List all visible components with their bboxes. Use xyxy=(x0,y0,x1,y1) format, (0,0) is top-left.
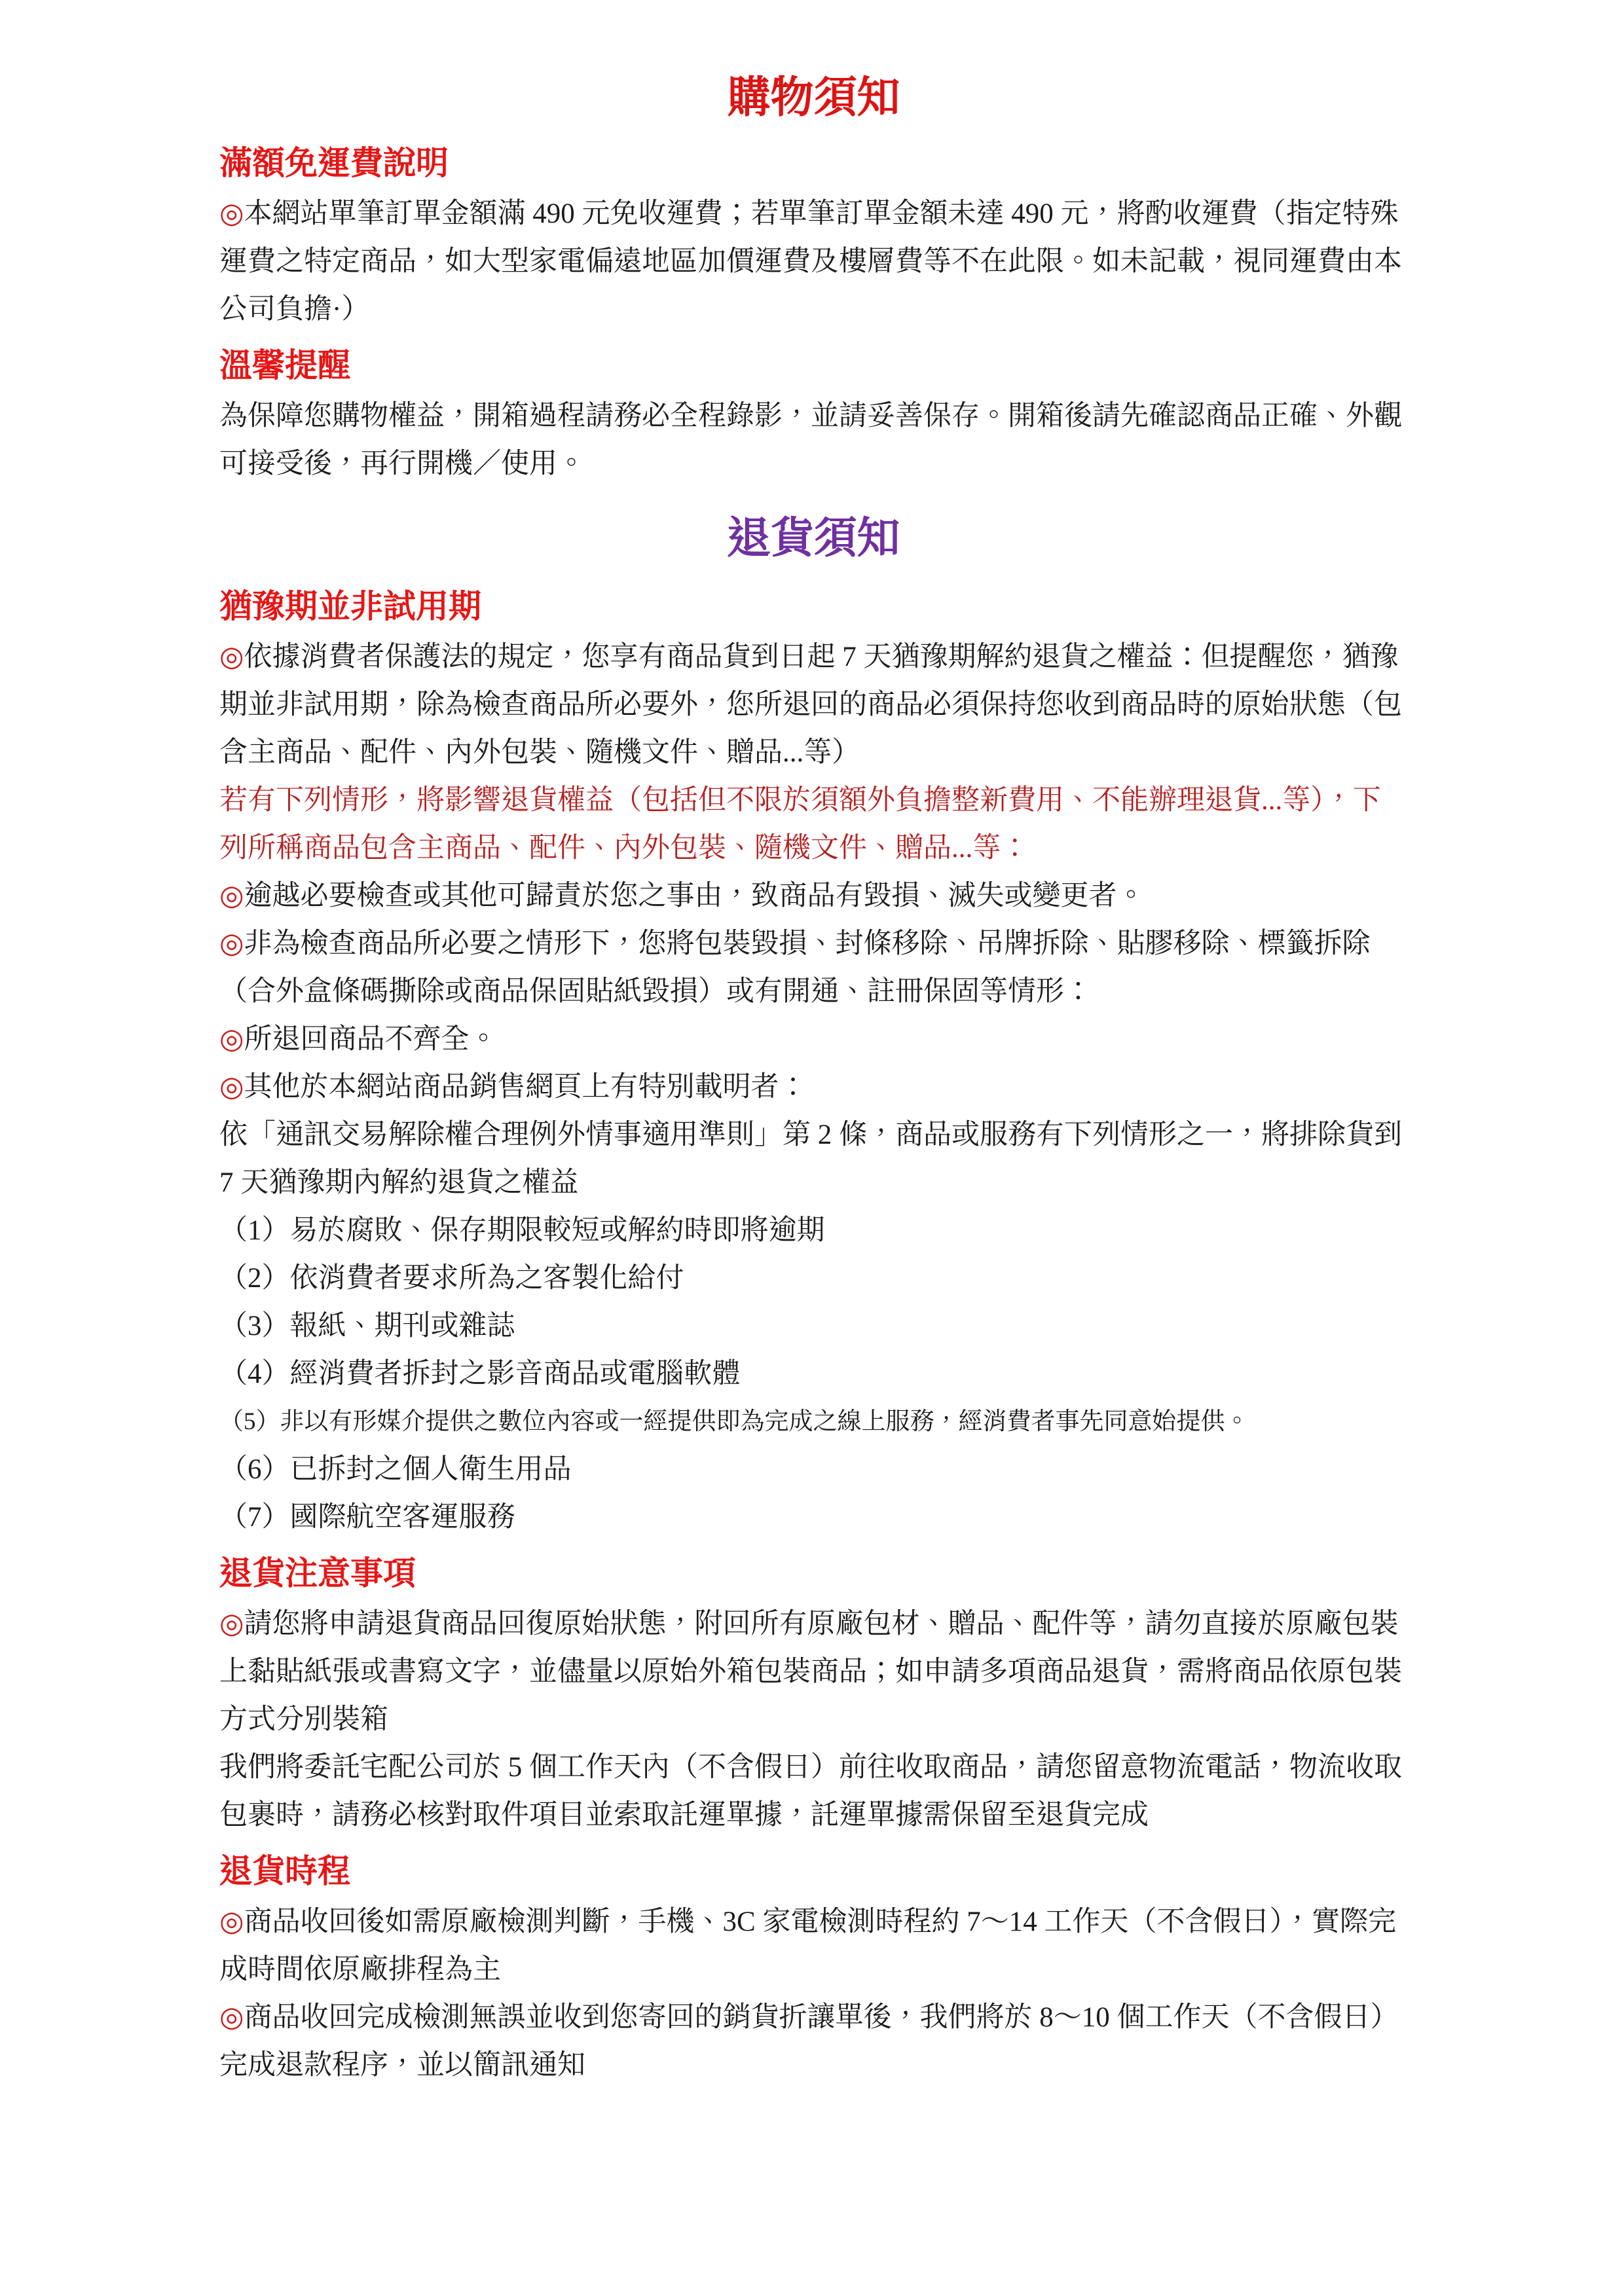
bullseye-bullet-icon: ◎ xyxy=(219,881,244,911)
refund-time-paragraph xyxy=(219,1994,1408,2089)
exception-item: （1）易於腐敗、保存期限較短或解約時即將逾期 xyxy=(219,1215,825,1246)
condition-paragraph xyxy=(219,1015,1408,1063)
condition-paragraph xyxy=(219,1063,1408,1111)
exception-item: （5）非以有形媒介提供之數位內容或一經提供即為完成之線上服務，經消費者事先同意始提供。 xyxy=(219,1408,1249,1435)
free-shipping-paragraph xyxy=(219,190,1408,333)
exception-item: （6）已拆封之個人衛生用品 xyxy=(219,1454,572,1485)
inspection-time-text: 商品收回後如需原廠檢測判斷，手機、3C 家電檢測時程約 7～14 工作天（不含假日），實際完成時間依原廠排程為主 xyxy=(219,1906,1396,1985)
exception-item: （2）依消費者要求所為之客製化給付 xyxy=(219,1263,684,1294)
return-notes-heading: 退貨注意事項 xyxy=(219,1555,416,1592)
refund-time-text: 商品收回完成檢測無誤並收到您寄回的銷貨折讓單後，我們將於 8～10 個工作天（不含假日）完成退款程序，並以簡訊通知 xyxy=(219,2002,1399,2081)
warm-reminder-paragraph xyxy=(219,392,1408,488)
bullseye-bullet-icon: ◎ xyxy=(219,1024,244,1055)
bullseye-bullet-icon: ◎ xyxy=(219,642,244,672)
return-schedule-heading: 退貨時程 xyxy=(219,1853,350,1889)
warm-reminder-text: 為保障您購物權益，開箱過程請務必全程錄影，並請妥善保存。開箱後請先確認商品正確、外觀可接受後，再行開機／使用。 xyxy=(219,401,1402,479)
bullseye-bullet-icon: ◎ xyxy=(219,928,244,959)
shopping-notice-title: 購物須知 xyxy=(727,74,900,122)
return-notice-title: 退貨須知 xyxy=(727,513,900,562)
inspection-time-paragraph xyxy=(219,1898,1408,1994)
bullseye-bullet-icon: ◎ xyxy=(219,1906,244,1937)
return-notes-text: 請您將申請退貨商品回復原始狀態，附回所有原廠包材、贈品、配件等，請勿直接於原廠包裝上黏貼紙張或書寫文字，並儘量以原始外箱包裝商品；如申請多項商品退貨，需將商品依原包裝方式分別裝箱 xyxy=(219,1609,1402,1735)
pickup-logistics-paragraph xyxy=(219,1743,1408,1839)
condition-text: 其他於本網站商品銷售網頁上有特別載明者： xyxy=(244,1072,807,1102)
hesitation-intro-paragraph xyxy=(219,633,1408,776)
exception-item: （7）國際航空客運服務 xyxy=(219,1502,515,1533)
law-intro-paragraph: 依「通訊交易解除權合理例外情事適用準則」第 2 條，商品或服務有下列情形之一，將排除貨到 7 天猶豫期內解約退貨之權益 xyxy=(219,1120,1402,1198)
bullseye-bullet-icon: ◎ xyxy=(219,2002,244,2033)
return-notes-paragraph xyxy=(219,1600,1408,1743)
exception-item: （4）經消費者拆封之影音商品或電腦軟體 xyxy=(219,1358,741,1389)
condition-text: 所退回商品不齊全。 xyxy=(244,1024,498,1055)
free-shipping-heading: 滿額免運費說明 xyxy=(219,145,449,181)
bullseye-bullet-icon: ◎ xyxy=(219,1609,244,1639)
hesitation-period-heading: 猶豫期並非試用期 xyxy=(219,588,481,625)
warm-reminder-heading: 溫馨提醒 xyxy=(219,347,350,384)
bullseye-bullet-icon: ◎ xyxy=(219,198,244,229)
free-shipping-text: 本網站單筆訂單金額滿 490 元免收運費；若單筆訂單金額未達 490 元，將酌收運費（指定特殊運費之特定商品，如大型家電偏遠地區加價運費及樓層費等不在此限。如未記載，視同運費由本公司負擔·） xyxy=(219,198,1402,325)
bullseye-bullet-icon: ◎ xyxy=(219,1072,244,1102)
condition-paragraph xyxy=(219,920,1408,1015)
pickup-logistics-text: 我們將委託宅配公司於 5 個工作天內（不含假日）前往收取商品，請您留意物流電話，物流收取包裹時，請務必核對取件項目並索取託運單據，託運單據需保留至退貨完成 xyxy=(219,1752,1402,1831)
return-rights-warning-paragraph: 若有下列情形，將影響退貨權益（包括但不限於須額外負擔整新費用、不能辦理退貨...等），下列所稱商品包含主商品、配件、內外包裝、隨機文件、贈品...等： xyxy=(219,785,1381,864)
hesitation-intro-text: 依據消費者保護法的規定，您享有商品貨到日起 7 天猶豫期解約退貨之權益：但提醒您，猶豫期並非試用期，除為檢查商品所必要外，您所退回的商品必須保持您收到商品時的原始狀態（包含主商品、配件、內外包裝、隨機文件、贈品...等） xyxy=(219,642,1402,768)
condition-paragraph xyxy=(219,872,1408,920)
condition-text: 逾越必要檢查或其他可歸責於您之事由，致商品有毀損、滅失或變更者。 xyxy=(244,881,1145,911)
exception-item: （3）報紙、期刊或雜誌 xyxy=(219,1311,515,1341)
condition-text: 非為檢查商品所必要之情形下，您將包裝毀損、封條移除、吊牌拆除、貼膠移除、標籤拆除（合外盒條碼撕除或商品保固貼紙毀損）或有開通、註冊保固等情形： xyxy=(219,928,1371,1007)
